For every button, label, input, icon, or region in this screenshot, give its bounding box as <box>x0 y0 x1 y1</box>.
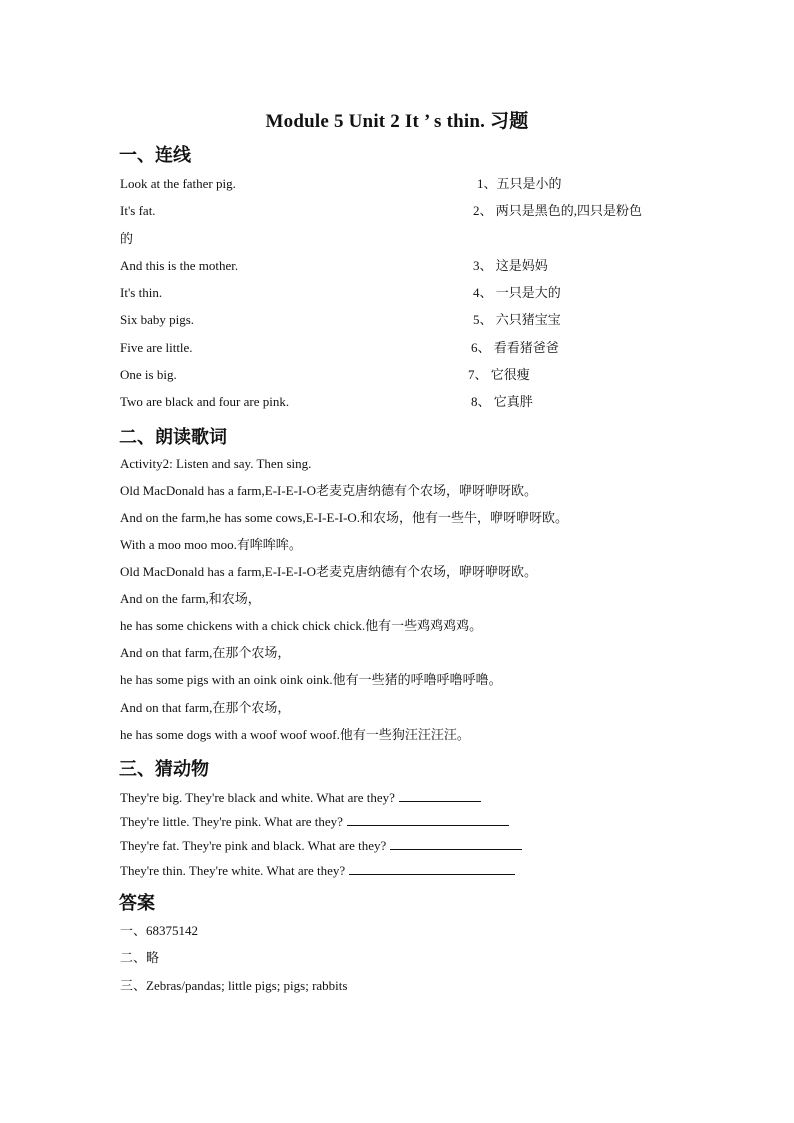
guess-question <box>120 862 515 879</box>
match-right-item: 5、 六只猪宝宝 <box>473 312 561 327</box>
guess-question-text: They're fat. They're pink and black. What are they? <box>120 838 387 853</box>
guess-question-text: They're little. They're pink. What are they? <box>120 814 343 829</box>
match-right-item: 4、 一只是大的 <box>473 285 561 300</box>
lyric-line: And on that farm,在那个农场， <box>120 700 291 715</box>
guess-question <box>120 837 522 854</box>
match-right-item: 2、 两只是黑色的,四只是粉色 <box>473 203 643 218</box>
match-left-item: It's thin. <box>120 285 163 300</box>
lyric-line: And on the farm,he has some cows,E-I-E-I-O.和农场，他有一些牛，咿呀咿呀欧。 <box>120 510 569 525</box>
lyric-line: Activity2: Listen and say. Then sing. <box>120 456 312 471</box>
guess-question <box>120 813 509 830</box>
section2-heading: 二、朗读歌词 <box>119 427 227 447</box>
answer-blank[interactable] <box>349 862 515 875</box>
page-title: Module 5 Unit 2 It ’ s thin. 习题 <box>265 111 529 132</box>
answers-heading: 答案 <box>119 893 155 913</box>
section3-heading: 三、猜动物 <box>119 759 209 779</box>
lyric-line: With a moo moo moo.有哞哞哞。 <box>120 537 302 552</box>
answer-blank[interactable] <box>390 837 522 850</box>
match-left-item: Five are little. <box>120 340 193 355</box>
section1-heading: 一、连线 <box>119 145 191 165</box>
answer-blank[interactable] <box>399 789 481 802</box>
match-left-item: One is big. <box>120 367 177 382</box>
answer-line: 一、68375142 <box>120 923 199 938</box>
lyric-line: Old MacDonald has a farm,E-I-E-I-O老麦克唐纳德有个农场，咿呀咿呀欧。 <box>120 483 538 498</box>
lyric-line: he has some dogs with a woof woof woof.他有一些狗汪汪汪汪。 <box>120 727 470 742</box>
answer-line: 三、Zebras/pandas; little pigs; pigs; rabbits <box>120 978 348 993</box>
lyric-line: And on that farm,在那个农场， <box>120 645 291 660</box>
guess-question <box>120 789 481 806</box>
answer-line: 二、略 <box>120 950 160 965</box>
guess-question-text: They're big. They're black and white. What are they? <box>120 790 395 805</box>
match-left-item: Two are black and four are pink. <box>120 394 290 409</box>
match-left-item: Six baby pigs. <box>120 312 195 327</box>
match-left-item: And this is the mother. <box>120 258 239 273</box>
lyric-line: he has some chickens with a chick chick chick.他有一些鸡鸡鸡鸡。 <box>120 618 483 633</box>
answer-blank[interactable] <box>347 813 509 826</box>
match-left-item: It's fat. <box>120 203 156 218</box>
match-right-item: 8、 它真胖 <box>471 394 533 409</box>
match-left-item: Look at the father pig. <box>120 176 236 191</box>
lyric-line: Old MacDonald has a farm,E-I-E-I-O老麦克唐纳德有个农场，咿呀咿呀欧。 <box>120 564 538 579</box>
lyric-line: And on the farm,和农场， <box>120 591 261 606</box>
match-right-item: 1、五只是小的 <box>477 176 562 191</box>
match-right-item: 6、 看看猪爸爸 <box>471 340 559 355</box>
match-right-item: 3、 这是妈妈 <box>473 258 548 273</box>
guess-question-text: They're thin. They're white. What are they? <box>120 863 346 878</box>
match-right-item: 7、 它很瘦 <box>468 367 530 382</box>
match-wrap-text: 的 <box>120 231 134 246</box>
lyric-line: he has some pigs with an oink oink oink.他有一些猪的呼噜呼噜呼噜。 <box>120 672 502 687</box>
